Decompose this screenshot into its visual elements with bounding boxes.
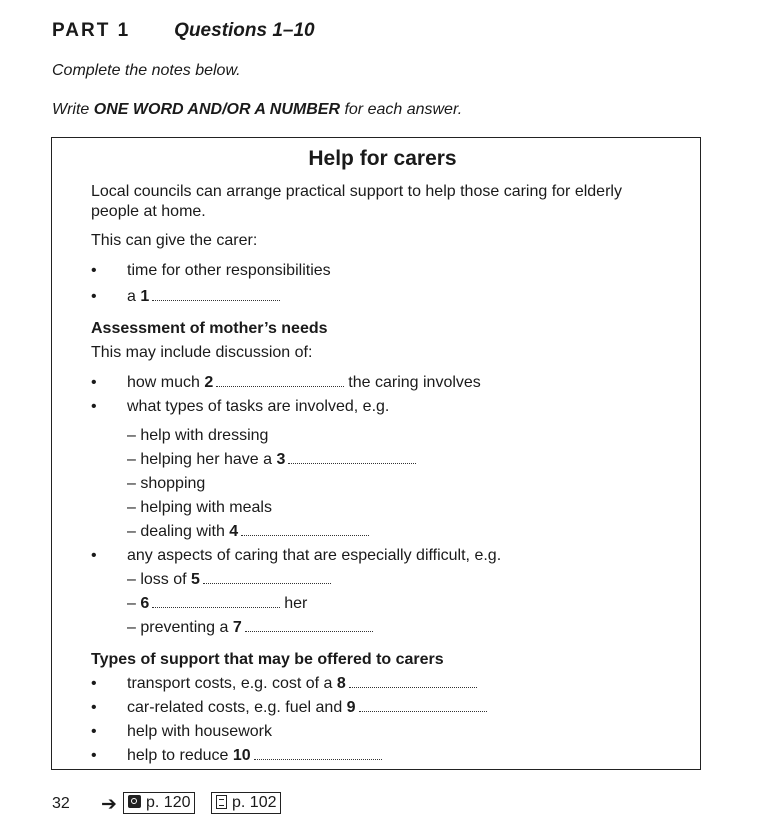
assessment-item-2: what types of tasks are involved, e.g.: [127, 398, 390, 415]
support-item-1-text: transport costs, e.g. cost of a: [127, 675, 337, 692]
answer-blank-2[interactable]: [216, 374, 344, 387]
assessment-item-1-text: how much: [127, 374, 205, 391]
difficult-1: [127, 571, 335, 589]
question-number-10: 10: [232, 747, 251, 764]
assessment-intro: This may include discussion of:: [91, 344, 313, 361]
transcript-ref[interactable]: [211, 792, 281, 814]
bullet: •: [91, 374, 97, 391]
answer-blank-9[interactable]: [359, 699, 487, 712]
transcript-page: p. 102: [232, 794, 277, 811]
answer-key-page: p. 120: [146, 794, 191, 811]
answer-blank-4[interactable]: [241, 523, 369, 536]
intro-line-1: Local councils can arrange practical support to help those caring for elderly: [91, 183, 622, 200]
bullet: •: [91, 723, 97, 740]
bullet: •: [91, 288, 97, 305]
questions-range: Questions 1–10: [174, 20, 315, 41]
bullet: •: [91, 547, 97, 564]
question-number-9: 9: [346, 699, 356, 716]
instruction-write-bold: ONE WORD AND/OR A NUMBER: [93, 101, 340, 118]
question-number-6: 6: [140, 595, 150, 612]
task-2: [127, 451, 420, 469]
support-item-2: [127, 699, 491, 717]
bullet: •: [91, 699, 97, 716]
question-number-5: 5: [191, 571, 200, 588]
question-number-3: 3: [276, 451, 286, 468]
bullet: •: [91, 747, 97, 764]
bullet: •: [91, 398, 97, 415]
instruction-write-post: for each answer.: [340, 101, 463, 118]
task-5: [127, 523, 373, 541]
answer-blank-8[interactable]: [349, 675, 477, 688]
answer-blank-10[interactable]: [254, 747, 382, 760]
task-3: – shopping: [127, 475, 206, 492]
part-label: PART 1: [52, 20, 131, 41]
answer-blank-7[interactable]: [245, 619, 373, 632]
difficult-1-text: – loss of: [127, 571, 192, 588]
notes-title: Help for carers: [308, 147, 457, 170]
assessment-heading: Assessment of mother’s needs: [91, 320, 328, 337]
assessment-item-1-post: the caring involves: [348, 374, 481, 391]
difficult-2-post: her: [284, 595, 308, 612]
difficult-3: [127, 619, 377, 637]
difficult-3-text: – preventing a: [127, 619, 233, 636]
instruction-write-pre: Write: [52, 101, 94, 118]
difficult-2: [127, 595, 307, 613]
give-intro: This can give the carer:: [91, 232, 258, 249]
answer-blank-3[interactable]: [288, 451, 416, 464]
part-heading: [52, 20, 315, 42]
instruction-complete: Complete the notes below.: [52, 62, 241, 79]
support-item-4: [127, 747, 386, 765]
bullet: •: [91, 262, 97, 279]
support-item-4-text: help to reduce: [127, 747, 233, 764]
task-1: – help with dressing: [127, 427, 269, 444]
support-heading: Types of support that may be offered to carers: [91, 651, 444, 668]
give-item-1: time for other responsibilities: [127, 262, 331, 279]
assessment-item-3: any aspects of caring that are especially difficult, e.g.: [127, 547, 502, 564]
give-item-2: [127, 288, 284, 306]
question-number-4: 4: [229, 523, 239, 540]
answer-key-ref[interactable]: [123, 792, 195, 814]
arrow-icon: ➔: [101, 794, 117, 815]
difficult-2-text: –: [127, 595, 141, 612]
answer-blank-1[interactable]: [152, 288, 280, 301]
question-number-7: 7: [232, 619, 242, 636]
question-number-2: 2: [204, 374, 214, 391]
task-4: – helping with meals: [127, 499, 272, 516]
page-number: 32: [52, 795, 70, 812]
bullet: •: [91, 675, 97, 692]
support-item-1: [127, 675, 481, 693]
transcript-icon: [216, 795, 227, 809]
support-item-2-text: car-related costs, e.g. fuel and: [127, 699, 347, 716]
answer-blank-5[interactable]: [203, 571, 331, 584]
task-2-text: – helping her have a: [127, 451, 277, 468]
answer-key-icon: [128, 795, 141, 808]
support-item-3: help with housework: [127, 723, 272, 740]
instruction-write: [52, 101, 462, 119]
answer-blank-6[interactable]: [152, 595, 280, 608]
give-item-2-text: a: [127, 288, 141, 305]
question-number-8: 8: [336, 675, 346, 692]
question-number-1: 1: [140, 288, 150, 305]
task-5-text: – dealing with: [127, 523, 230, 540]
intro-line-2: people at home.: [91, 203, 206, 220]
assessment-item-1: [127, 374, 481, 392]
